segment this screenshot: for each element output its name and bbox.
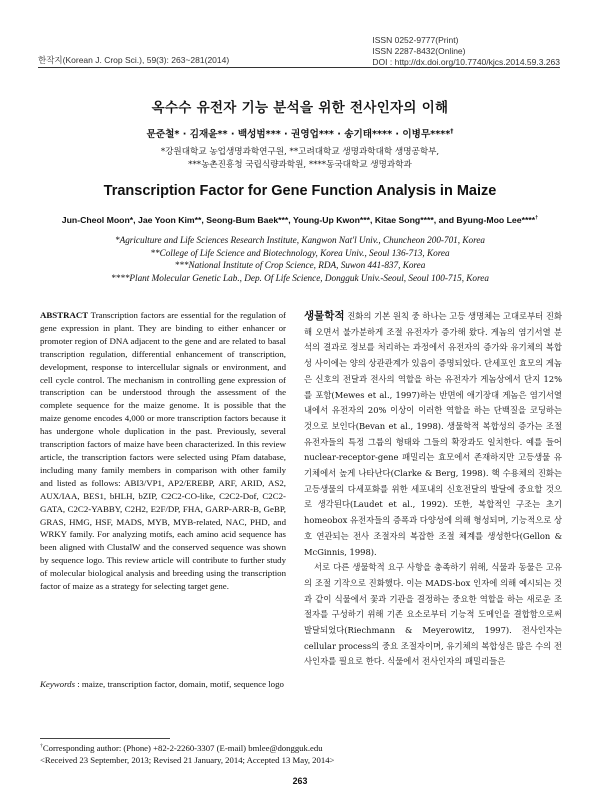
korean-affiliation-2: ***농촌진흥청 국립식량과학원, ****동국대학교 생명과학과: [188, 160, 412, 170]
issn-block: [372, 35, 560, 68]
corresponding-author-text: Corresponding author: (Phone) +82-2-2260-3307 (E-mail) bmlee@dongguk.edu: [42, 743, 323, 753]
korean-title: 옥수수 유전자 기능 분석을 위한 전사인자의 이해: [151, 100, 449, 116]
english-title: Transcription Factor for Gene Function Analysis in Maize: [103, 183, 497, 199]
english-affiliation-3: ***National Institute of Crop Science, RDA, Suwon 441-837, Korea: [174, 260, 426, 271]
page-number: 263: [292, 776, 308, 786]
keywords: [40, 678, 286, 691]
footnote-dagger: †: [40, 743, 43, 750]
korean-author-dagger: †: [450, 127, 454, 135]
korean-affiliations: [0, 146, 600, 172]
footnotes: [40, 742, 560, 766]
body-lead-word: 생물학적: [304, 310, 345, 322]
english-affiliation-1: *Agriculture and Life Sciences Research Institute, Kangwon Nat'l Univ., Chuncheon 200-701, Korea: [114, 235, 485, 245]
abstract: [40, 309, 286, 593]
english-author-dagger: †: [535, 215, 539, 222]
body-paragraph-1-text: 진화의 기본 원칙 중 하나는 고등 생명체는 고대로부터 진화해 오면서 불가분하게 조절 유전자가 증가해 왔다. 게놈의 염기서열 분석의 결과로 정보를 처리하는 과정에서 유전자의 증가와 유기체의 복합성 사이에는 양의 상관관계가 있음이 증명되었다. 단세포인 효모의 게놈은 신호의 전달과 전사의 역할을 하는 유전자가 게놈상에서 단지 12%를 포함(Mewes et al., 1997)하는 반면에 애기장대 게놈은 염기서열 내에서 유전자의 20% 이상이 이러한 역할을 하는 단백질을 코딩하는 것으로 보인다(Bevan et al., 1998). 생물학적 복합성의 증가는 조절 유전자들의 특정 그룹의 형태와 그들의 확장과도 일치한다. 예를 들어 nuclear-receptor-gene 패밀리는 효모에서 존재하지만 고등생물 유기체에서 높게 나타난다(Clarke & Berg, 1998). 핵 수용체의 진화는 고등생물의 다세포화를 위한 세포내의 신호전달의 발달에 중요할 것으로 생각된다(Laudet et al., 1992). 또한, 복합적인 구조는 초기 homeobox 유전자들의 증폭과 다양성에 의해 형성되며, 기능적으로 상호 연관되는 전사 조절자의 복잡한 조절 체계를 생성한다(Gellon & McGinnis, 1998).: [304, 311, 562, 557]
english-authors: [0, 215, 600, 225]
english-affiliation-2: **College of Life Science and Biotechnology, Korea Univ., Seoul 136-713, Korea: [150, 247, 450, 258]
abstract-text: Transcription factors are essential for the regulation of gene expression in plant. They are binding to either enhancer or promoter region of DNA adjacent to the gene and are related to basal transcription regulation, differential enhancement of transcription, development, response to intercellular signals or environment, and cell cycle control. The mechanism in controlling gene expression of transcription can be understood through the assessment of the complete sequence for the maize genome. It is possible that the maize genome encodes 4,000 or more transcription factors because it has undergone whole duplication in the past. Previously, several transcription factors of maize have been characterized. In this review article, the transcription factors were selected using Pfam database, including many family members in comparison with other family and listed as follows: ABI3/VP1, AP2/EREBP, ARF, ARID, AS2, AUX/IAA, BES1, bHLH, bZIP, C2C2-CO-like, C2C2-Dof, C2C2-GATA, C2C2-YABBY, C2H2, E2F/DP, FHA, GARP-ARR-B, GeBP, GRAS, HMG, HSF, MADS, MYB, MYB-related, NAC, PHD, and WRKY family. For analyzing motifs, each amino acid sequence has been aligned with ClustalW and the conserved sequence was shown by sequence logo. This review article will contribute to further study of molecular biological analysis and breeding using the transcription factor of maize as a strategy for selecting target gene.: [40, 310, 286, 592]
english-affiliations: [0, 234, 600, 285]
issn-online: ISSN 2287-8432(Online): [372, 46, 466, 56]
keywords-label: Keywords: [40, 679, 76, 689]
english-affiliation-4: ****Plant Molecular Genetic Lab., Dep. Of Life Science, Dongguk Univ.-Seoul, Seoul 100-715, Korea: [111, 273, 489, 284]
footnote-divider: [40, 738, 170, 739]
keywords-text: : maize, transcription factor, domain, motif, sequence logo: [75, 679, 284, 689]
body-text: [304, 309, 562, 670]
received-dates: <Received 23 September, 2013; Revised 21 January, 2014; Accepted 13 May, 2014>: [40, 755, 335, 765]
doi-link[interactable]: DOI : http://dx.doi.org/10.7740/kjcs.2014.59.3.263: [372, 57, 560, 67]
abstract-label: ABSTRACT: [40, 310, 89, 320]
journal-citation: 한작지(Korean J. Crop Sci.), 59(3): 263~281(2014): [38, 55, 230, 65]
korean-affiliation-1: *강원대학교 농업생명과학연구원, **고려대학교 생명과학대학 생명공학부,: [160, 147, 440, 157]
body-paragraph-2: 서로 다른 생물학적 요구 사항을 충족하기 위해, 식물과 동물은 고유의 조절 기작으로 진화했다. 이는 MADS-box 인자에 의해 예시되는 것과 같이 식물에서 꽃과 기관을 결정하는 중요한 역할을 하는 새로운 조절자를 구성하기 위해 기존 요소로부터 기능적 도메인을 결합함으로써 발달되었다(Riechmann & Meyerowitz, 1997). 전사인자는 cellular process의 중요 조절자이며, 유기체의 복합성은 많은 수의 전사인자를 필요로 한다. 식물에서 전사인자의 패밀리들은: [304, 562, 562, 667]
issn-print: ISSN 0252-9777(Print): [372, 35, 459, 45]
body-paragraph-1: [304, 309, 562, 560]
korean-author-list: 문준철* · 김재윤** · 백성범*** · 권영업*** · 송기태**** · 이병무****: [146, 129, 451, 140]
corresponding-author: [40, 742, 560, 754]
english-author-list: Jun-Cheol Moon*, Jae Yoon Kim**, Seong-Bum Baek***, Young-Up Kwon***, Kitae Song****, and Byung-Moo Lee****: [61, 215, 536, 225]
korean-authors: [0, 126, 600, 140]
